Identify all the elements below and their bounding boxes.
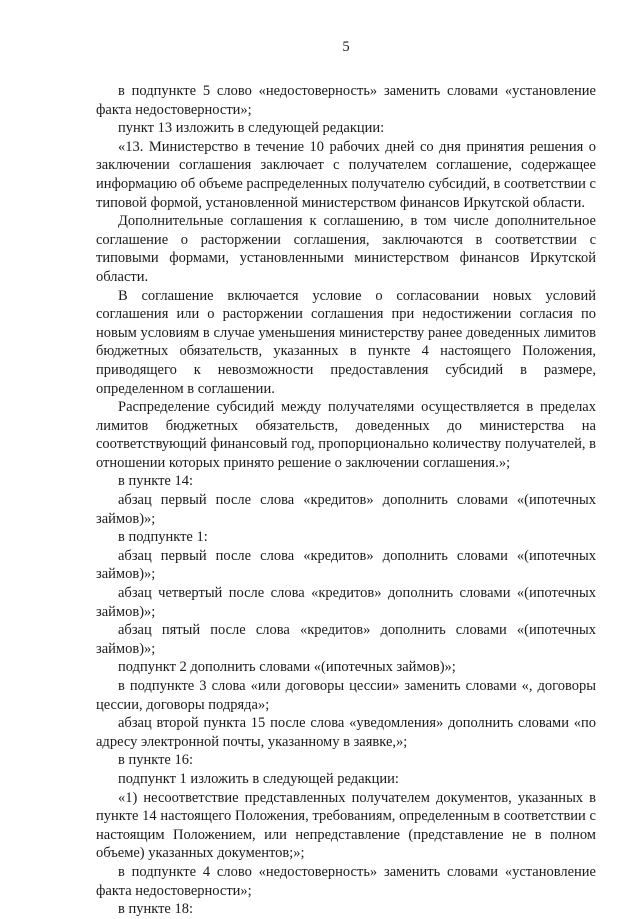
page-number: 5 [342,39,350,55]
paragraph: подпункт 1 изложить в следующей редакции: [118,770,399,787]
paragraph: абзац второй пункта 15 после слова «уведомления» дополнить словами «по адресу электронной почты, указанному в заявке,»; [96,715,596,750]
paragraph: «1) несоответствие представленных получателем документов, указанных в пункте 14 настоящего Положения, требованиям, определенным в соответствии с настоящим Положением, или непредставление (представление не в полном объеме) указанных документов;»; [96,789,596,862]
document-body [96,82,596,919]
paragraph: абзац четвертый после слова «кредитов» дополнить словами «(ипотечных займов)»; [96,585,596,620]
paragraph: в пункте 14: [118,473,194,490]
paragraph: «13. Министерство в течение 10 рабочих дней со дня принятия решения о заключении соглашения заключает с получателем соглашение, содержащее информацию об объеме распределенных получателю субсидий, в соответствии с типовой формой, установленной министерством финансов Иркутской области. [96,138,596,211]
paragraph: абзац пятый после слова «кредитов» дополнить словами «(ипотечных займов)»; [96,622,596,657]
paragraph: подпункт 2 дополнить словами «(ипотечных займов)»; [118,659,456,676]
paragraph: абзац первый после слова «кредитов» дополнить словами «(ипотечных займов)»; [96,547,596,583]
paragraph: в подпункте 4 слово «недостоверность» заменить словами «установление факта недостоверности»; [96,863,596,899]
paragraph: в подпункте 1: [118,529,208,546]
paragraph: Дополнительные соглашения к соглашению, в том числе дополнительное соглашение о расторжении соглашения, заключаются в соответствии с типовыми формами, установленными министерством финансов Иркутской области. [96,213,596,285]
paragraph: в пункте 18: [118,901,194,918]
paragraph: пункт 13 изложить в следующей редакции: [118,120,385,137]
paragraph: в подпункте 3 слова «или договоры цессии» заменить словами «, договоры цессии, договоры подряда»; [96,678,596,713]
paragraph: абзац первый после слова «кредитов» дополнить словами «(ипотечных займов)»; [96,492,596,527]
paragraph: Распределение субсидий между получателями осуществляется в пределах лимитов бюджетных обязательств, доведенных до министерства на соответствующий финансовый год, пропорционально количеству получателей, в отношении которых принято решение о заключении соглашения.»; [96,399,596,471]
paragraph: в подпункте 5 слово «недостоверность» заменить словами «установление факта недостоверности»; [96,83,596,118]
paragraph: в пункте 16: [118,752,194,769]
paragraph: В соглашение включается условие о согласовании новых условий соглашения или о расторжении соглашения при недостижении согласия по новым условиям в случае уменьшения министерству ранее доведенных лимитов бюджетных обязательств, указанных в пункте 4 настоящего Положения, приводящего к невозможности предоставления субсидий в размере, определенном в соглашении. [96,287,596,397]
